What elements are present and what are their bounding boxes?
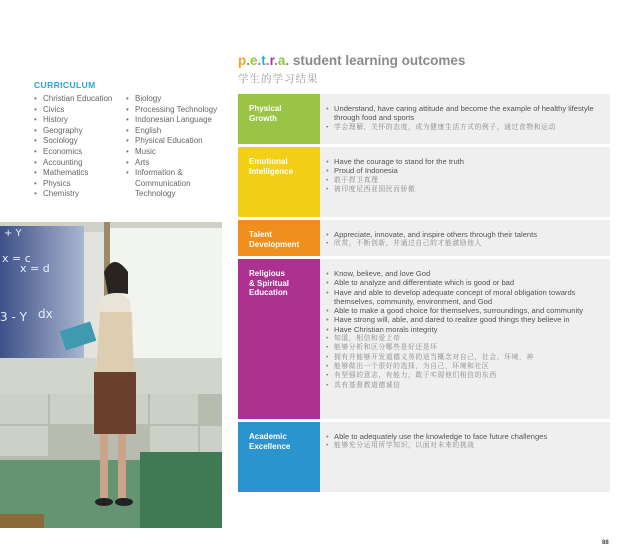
subject-item: • Christian Education bbox=[34, 94, 134, 105]
curriculum-list-2 bbox=[126, 94, 226, 200]
outcome-label: Talent Development bbox=[238, 220, 320, 256]
board-text: dx bbox=[38, 307, 53, 321]
outcome-content bbox=[326, 269, 606, 390]
outcome-row bbox=[238, 147, 610, 217]
board-text: + Y bbox=[4, 228, 22, 239]
outcome-content bbox=[326, 157, 606, 194]
subject-item: • Processing Technology bbox=[126, 105, 226, 116]
outcome-item-zh: • 能够分析和区分哪些是好还是坏 bbox=[326, 343, 606, 352]
subject-item: • Physics bbox=[34, 179, 134, 190]
subject-item: • Civics bbox=[34, 105, 134, 116]
outcome-content bbox=[326, 104, 606, 132]
subject-item: • Geography bbox=[34, 126, 134, 137]
subject-item: • History bbox=[34, 115, 134, 126]
outcome-item-en: • Have and able to develop adequate concept of moral obligation towards themselves, community, environment, and God bbox=[326, 288, 606, 307]
subject-item: • Physical Education bbox=[126, 136, 226, 147]
outcome-item-zh: • 能够做出一个很好的选择，为自己，环境和社区 bbox=[326, 362, 606, 371]
board-text: 3 - Y bbox=[0, 310, 27, 324]
subject-item: • Arts bbox=[126, 158, 226, 169]
petra-brand: p.e.t.r.a. student learning outcomes bbox=[238, 53, 466, 68]
board-text: x = d bbox=[20, 262, 50, 275]
subject-item: • Biology bbox=[126, 94, 226, 105]
outcome-row bbox=[238, 422, 610, 492]
outcome-item-en: • Able to adequately use the knowledge to face future challenges bbox=[326, 432, 606, 441]
subject-item: • English bbox=[126, 126, 226, 137]
page-heading bbox=[238, 52, 465, 70]
outcome-item-en: • Have the courage to stand for the truth bbox=[326, 157, 606, 166]
outcome-item-en: • Have strong will, able, and dared to realize good things they believe in bbox=[326, 315, 606, 324]
board-text: x = c bbox=[2, 252, 31, 265]
outcome-row bbox=[238, 259, 610, 419]
subject-item-continued: Technology bbox=[135, 189, 176, 199]
outcome-item-zh: • 有坚强的意志，有能力，敢于实现他们相信的东西 bbox=[326, 371, 606, 380]
outcome-label: Emotional Intelligence bbox=[238, 147, 320, 217]
outcome-item-en: • Appreciate, innovate, and inspire others through their talents bbox=[326, 230, 606, 239]
subject-item: • Economics bbox=[34, 147, 134, 158]
teacher-photo bbox=[0, 222, 222, 528]
outcome-item-zh: • 敢于捍卫真理 bbox=[326, 176, 606, 185]
outcome-item-zh: • 具有基督教道德诚信 bbox=[326, 381, 606, 390]
curriculum-list-1 bbox=[34, 94, 134, 200]
subject-item: • Music bbox=[126, 147, 226, 158]
outcome-label: Religious & Spiritual Education bbox=[238, 259, 320, 419]
subject-item: • Accounting bbox=[34, 158, 134, 169]
subject-item: • Sociology bbox=[34, 136, 134, 147]
outcome-label: Physical Growth bbox=[238, 94, 320, 144]
subject-item: • Indonesian Language bbox=[126, 115, 226, 126]
outcome-item-en: • Able to make a good choice for themselves, surroundings, and community bbox=[326, 306, 606, 315]
outcome-content bbox=[326, 230, 606, 249]
subject-item: • Chemistry bbox=[34, 189, 134, 200]
outcome-item-en: • Know, believe, and love God bbox=[326, 269, 606, 278]
outcome-item-zh: • 拥有并能够开发道德义务的适当概念对自己，社会，环境，神 bbox=[326, 353, 606, 362]
outcome-content bbox=[326, 432, 606, 451]
outcome-item-zh: • 能够充分运用所学知识，以面对未来的挑战 bbox=[326, 441, 606, 450]
outcome-row bbox=[238, 94, 610, 144]
subject-item: • Mathematics bbox=[34, 168, 134, 179]
outcome-item-zh: • 知道，相信和爱上帝 bbox=[326, 334, 606, 343]
outcome-item-en: • Able to analyze and differentiate which is good or bad bbox=[326, 278, 606, 287]
outcome-row bbox=[238, 220, 610, 256]
page-number: 88 bbox=[602, 540, 609, 546]
outcome-item-en: • Understand, have caring attitude and become the example of healthy lifestyle through food and sports bbox=[326, 104, 606, 123]
outcome-item-en: • Proud of Indonesia bbox=[326, 166, 606, 175]
outcome-label: Academic Excellence bbox=[238, 422, 320, 492]
curriculum-title: CURRICULUM bbox=[34, 80, 96, 90]
outcome-item-en: • Have Christian morals integrity bbox=[326, 325, 606, 334]
page-subtitle: 学生的学习结果 bbox=[238, 73, 319, 85]
subject-item-continued: Communication bbox=[135, 178, 191, 188]
subject-item: • Information & bbox=[126, 168, 226, 179]
outcome-item-zh: • 欣赏，不断创新，并通过自己的才能激励他人 bbox=[326, 239, 606, 248]
outcome-item-zh: • 被印度尼西亚国民而骄傲 bbox=[326, 185, 606, 194]
outcome-item-zh: • 学会理解，关怀的态度，成为健康生活方式的例子，通过食物和运动 bbox=[326, 123, 606, 132]
